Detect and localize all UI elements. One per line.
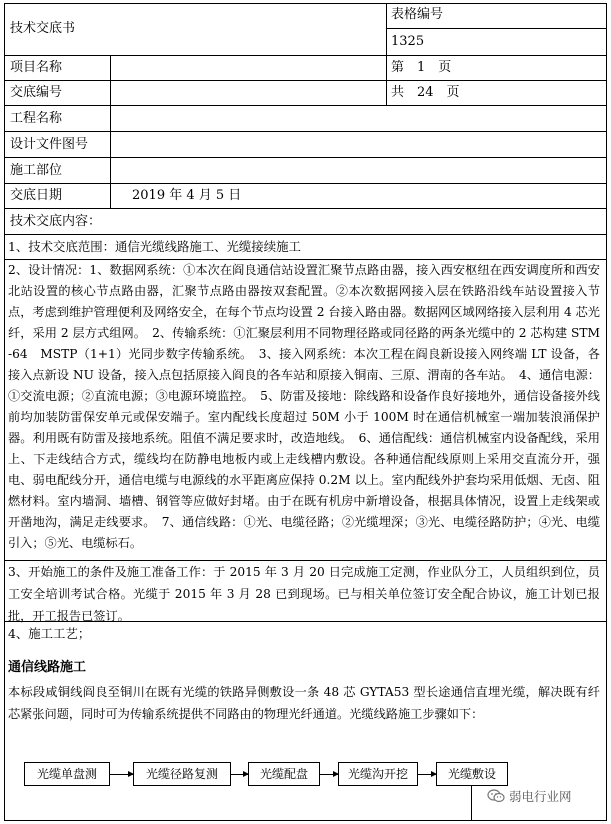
disclosure-date-label: 交底日期 <box>10 188 63 203</box>
flow-step: 光缆配盘 <box>248 762 320 786</box>
section-design: 2、设计情况：1、数据网系统：①本次在阎良通信站设置汇聚节点路由器，接入西安枢纽在西安调度所和西安北站设置的核心节点路由器，汇聚节点路由器按双套配置。②本次数据网接入层在铁路沿线车站设置接入节点，考虑到维护管理便利及网络安全，在每个节点均设置 2 台接入路由器。数据网区域网络接入层利用 4 芯光纤，采用 2 层方式组网。 2、传输系统：①汇聚层利用不同物理径路或同径路的两条光缆中的 2 芯构建 STM-64 MSTP（1+1）光同步数字传输系统。 3、接入网系统：本次工程在阎良新设接入网终端 LT 设备，各接入点新设 NU 设备，接入点包括原接入阎良的各车站和原接入铜南、三原、渭南的各车站。 4、通信电源：①交流电源；②直流电源；③电源环境监控。 5、防雷及接地：除线路和设备作良好接地外，通信设备接外线前均加装防雷保安单元或保安端子。室内配线长度超过 50M 小于 100M 时在通信机械室一端加装浪涌保护器。利用既有防雷及接地系统。阻值不满足要求时，改造地线。 6、通信配线：通信机械室内设备配线，采用上、下走线结合方式，缆线均在防静电地板内或上走线槽内敷设。各种通信配线原则上采用交直流分开，强电、弱电配线分开，通信电缆与电源线的水平距离应保持 0.2M 以上。室内配线外护套均采用低烟、无卤、阻燃材料。室内墙洞、墙槽、钢管等应做好封堵。由于在既有机房中新增设备，根据具体情况，设置上走线架或开凿地沟，满足走线要求。 7、通信线路：①光、电缆径路；②光缆埋深；③光、电缆径路防护；④光、电缆引入；⑤光、电缆标石。 <box>8 263 600 550</box>
disclosure-date-value: 2019 年 4 月 5 日 <box>132 188 242 203</box>
process-body: 本标段咸铜线阎良至铜川在既有光缆的铁路异侧敷设一条 48 芯 GYTA53 型长途通信直埋光缆，解决既有纤芯紧张问题，同时可为传输系统提供不同路由的物理光纤通道。光缆线路施工步骤如下： <box>8 685 600 721</box>
flow-step: 光缆沟开挖 <box>338 762 418 786</box>
section-scope: 1、技术交底范围：通信光缆线路施工、光缆接续施工 <box>8 239 301 254</box>
section-conditions: 3、开始施工的条件及施工准备工作：于 2015 年 3 月 20 日完成施工定测，作业队分工，人员组织到位，员工安全培训考试合格。光缆于 2015 年 3 月 28 已到现场。已与相关单位签订安全配合协议，施工计划已报批，开工报告已签订。 <box>8 565 600 623</box>
form-no-label: 表格编号 <box>391 7 444 22</box>
disclosure-no-label: 交底编号 <box>10 85 63 100</box>
row-divider <box>386 28 607 29</box>
flow-step: 光缆径路复测 <box>133 762 231 786</box>
row-divider <box>4 208 607 209</box>
watermark <box>487 787 572 805</box>
content-label: 技术交底内容： <box>10 214 102 229</box>
row-divider <box>4 55 607 56</box>
design-doc-label: 设计文件图号 <box>10 137 89 152</box>
row-divider <box>4 157 607 158</box>
work-name-label: 工程名称 <box>10 111 63 126</box>
row-divider <box>4 131 607 132</box>
column-divider <box>110 55 111 208</box>
form-no-value: 1325 <box>391 34 425 49</box>
total-pages: 共 24 页 <box>391 85 460 100</box>
flow-arrow <box>110 774 133 775</box>
process-heading: 通信线路施工 <box>8 660 87 675</box>
flow-arrow <box>418 774 436 775</box>
flow-continue-line <box>471 786 472 821</box>
row-divider <box>4 105 607 106</box>
section-process: 4、施工工艺； <box>8 626 91 641</box>
row-divider <box>4 80 607 81</box>
construction-dept-label: 施工部位 <box>10 163 63 178</box>
flow-arrow <box>320 774 338 775</box>
flow-step: 光缆单盘测 <box>24 762 110 786</box>
flow-step: 光缆敷设 <box>436 762 508 786</box>
project-name-label: 项目名称 <box>10 60 63 75</box>
row-divider <box>4 183 607 184</box>
flow-arrow <box>231 774 248 775</box>
column-divider <box>386 3 387 105</box>
row-divider <box>4 234 607 235</box>
page-number: 第 1 页 <box>391 60 452 75</box>
wechat-icon <box>487 789 505 803</box>
watermark-text: 弱电行业网 <box>509 789 572 804</box>
doc-title: 技术交底书 <box>10 21 76 36</box>
